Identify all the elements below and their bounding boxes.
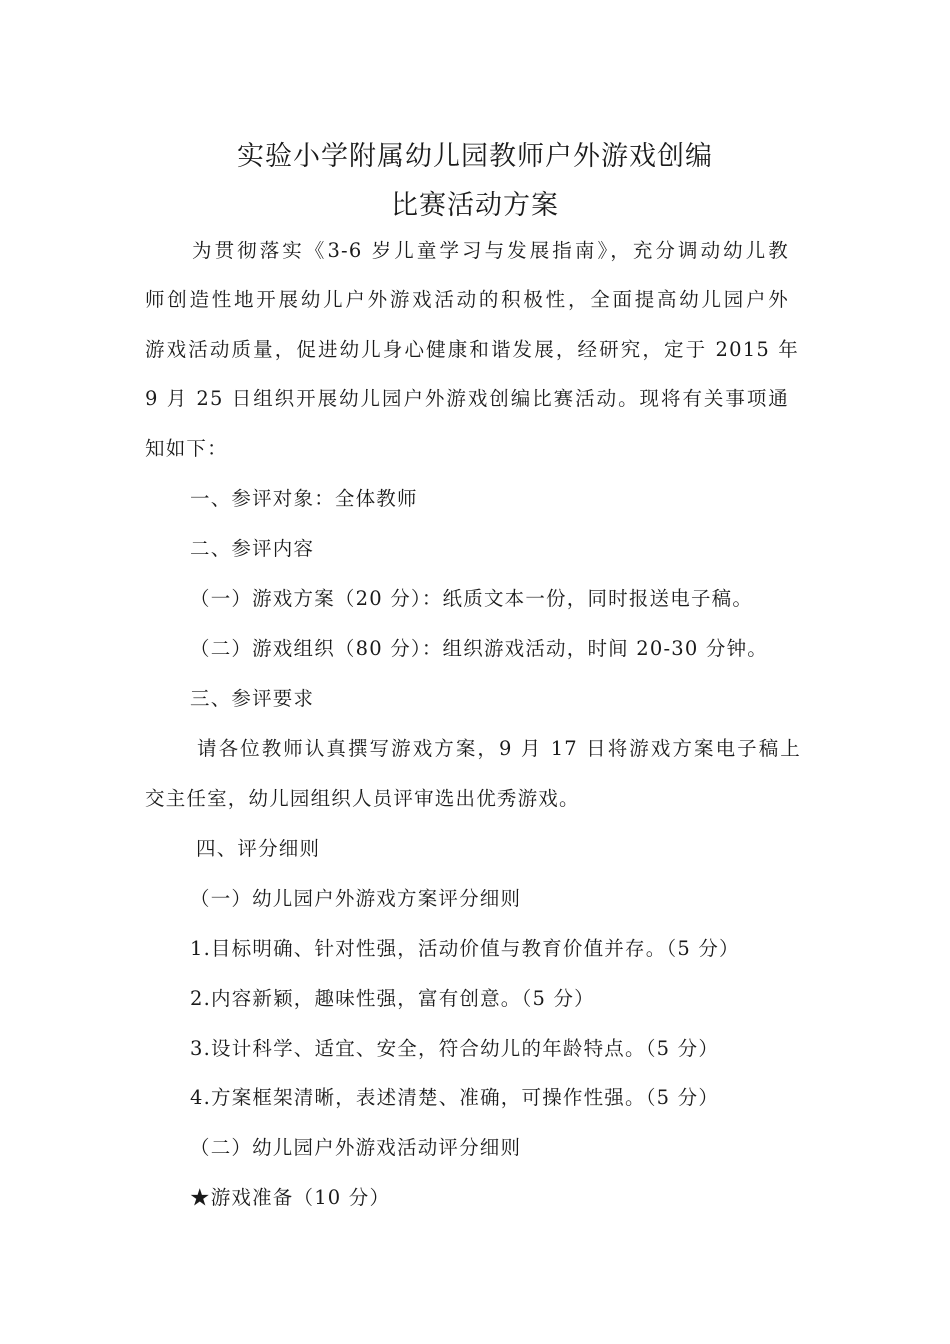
section-3-line: 请各位教师认真撰写游戏方案，9 月 17 日将游戏方案电子稿上 xyxy=(197,737,801,760)
section-3-line: 交主任室，幼儿园组织人员评审选出优秀游戏。 xyxy=(145,787,580,810)
intro-line: 游戏活动质量，促进幼儿身心健康和谐发展，经研究，定于 2015 年 xyxy=(145,338,799,361)
section-2-item: （一）游戏方案（20 分）：纸质文本一份，同时报送电子稿。 xyxy=(190,587,754,610)
section-4-sub-1-heading: （一）幼儿园户外游戏方案评分细则 xyxy=(190,887,522,910)
section-3-heading: 三、参评要求 xyxy=(190,687,315,710)
section-2-heading: 二、参评内容 xyxy=(190,537,315,560)
section-4-heading: 四、评分细则 xyxy=(196,837,321,860)
scoring-item: 3.设计科学、适宜、安全，符合幼儿的年龄特点。（5 分） xyxy=(190,1037,720,1060)
document-title-line-1: 实验小学附属幼儿园教师户外游戏创编 xyxy=(237,141,713,172)
scoring-item: 1.目标明确、针对性强，活动价值与教育价值并存。（5 分） xyxy=(190,937,740,960)
intro-line: 师创造性地开展幼儿户外游戏活动的积极性，全面提高幼儿园户外 xyxy=(145,288,789,311)
intro-line: 9 月 25 日组织开展幼儿园户外游戏创编比赛活动。现将有关事项通 xyxy=(145,387,789,410)
intro-line: 知如下： xyxy=(145,437,228,460)
section-2-item: （二）游戏组织（80 分）：组织游戏活动，时间 20-30 分钟。 xyxy=(190,637,768,660)
document-title-line-2: 比赛活动方案 xyxy=(391,190,559,221)
scoring-item: ★游戏准备（10 分） xyxy=(190,1186,391,1209)
section-1-heading: 一、参评对象：全体教师 xyxy=(190,487,418,510)
scoring-item: 4.方案框架清晰，表述清楚、准确，可操作性强。（5 分） xyxy=(190,1086,720,1109)
intro-line: 为贯彻落实《3-6 岁儿童学习与发展指南》，充分调动幼儿教 xyxy=(192,239,789,262)
scoring-item: 2.内容新颖，趣味性强，富有创意。（5 分） xyxy=(190,987,595,1010)
section-4-sub-2-heading: （二）幼儿园户外游戏活动评分细则 xyxy=(190,1136,522,1159)
